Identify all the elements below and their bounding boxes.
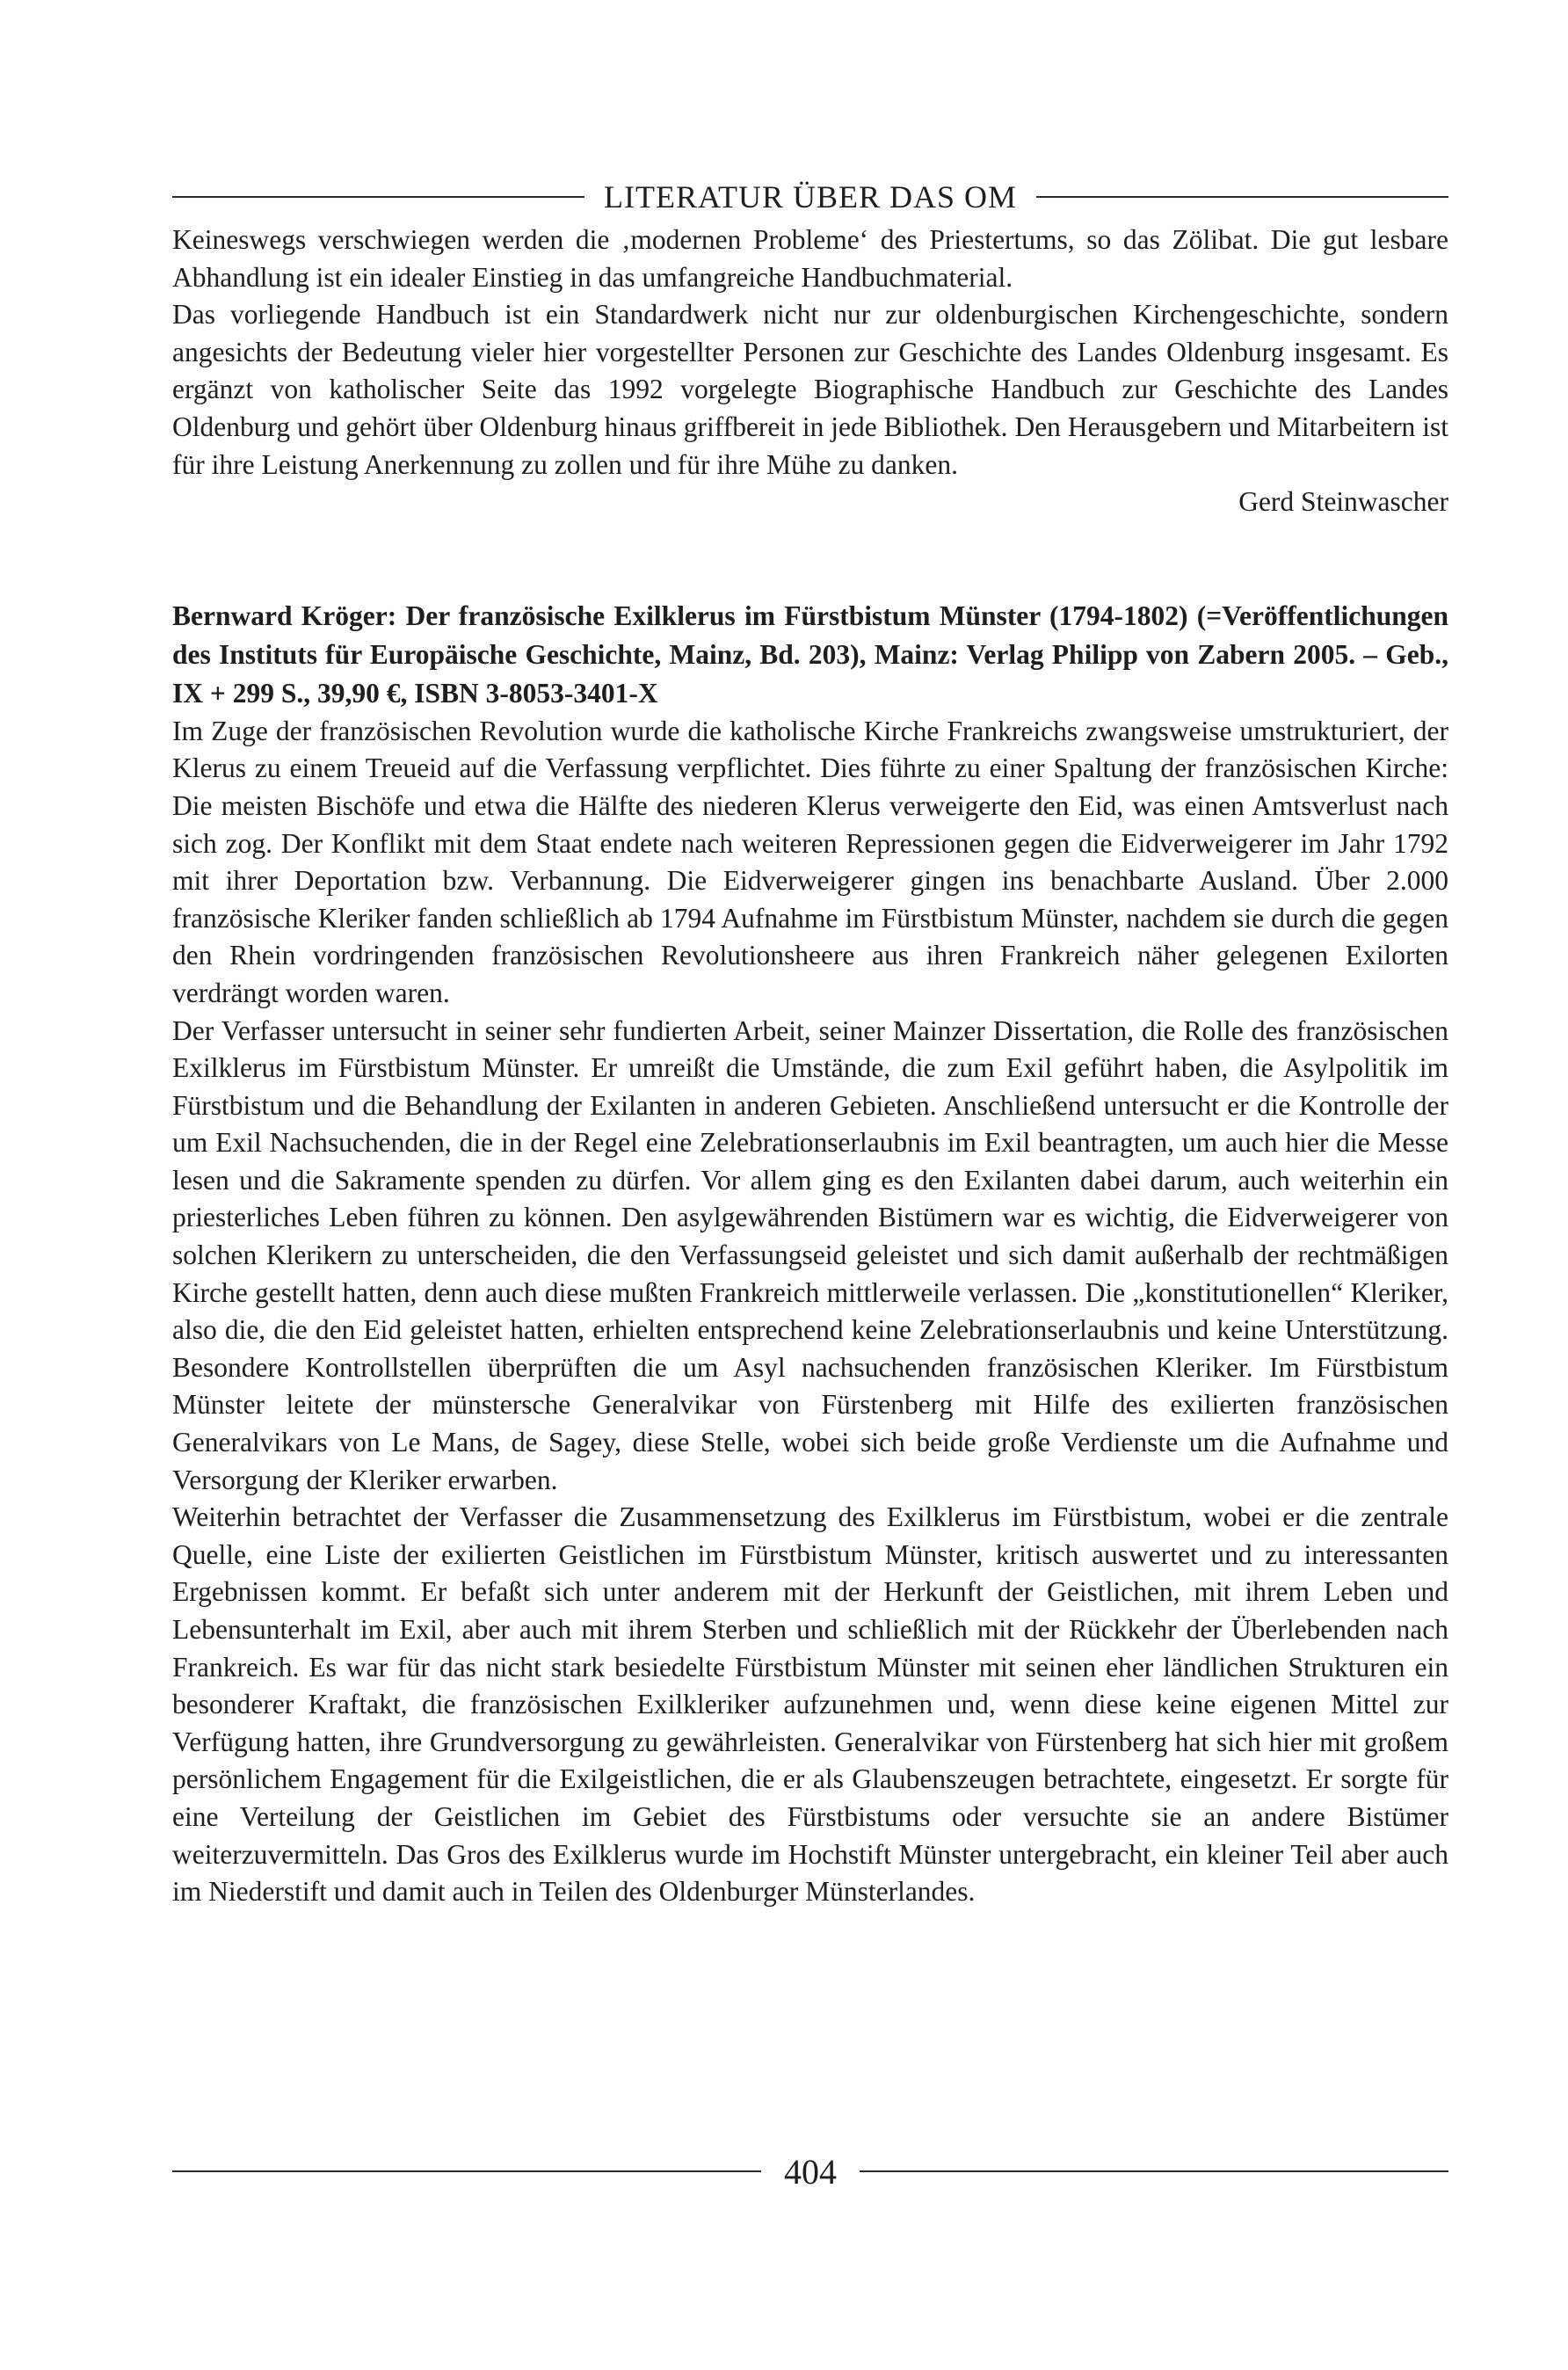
review1-paragraph: Keineswegs verschwiegen werden die ‚modernen Probleme‘ des Priestertums, so das Zölibat. Die gut lesbare Abhandlung ist ein idealer Einstieg in das umfangreiche Handbuchmaterial.	[172, 224, 1448, 293]
header-rule-right	[1036, 196, 1448, 198]
review2-heading: Bernward Kröger: Der französische Exilklerus im Fürstbistum Münster (1794-1802) (=Veröffentlichungen des Instituts für Europäische Geschichte, Mainz, Bd. 203), Mainz: Verlag Philipp von Zabern 2005. – Geb., IX + 299 S., 39,90 €, ISBN 3-8053-3401-X	[172, 600, 1448, 709]
review1-paragraph: Das vorliegende Handbuch ist ein Standardwerk nicht nur zur oldenburgischen Kirchengeschichte, sondern angesichts der Bedeutung vieler hier vorgestellter Personen zur Geschichte des Landes Oldenburg insgesamt. Es ergänzt von katholischer Seite das 1992 vorgelegte Biographische Handbuch zur Geschichte des Landes Oldenburg und gehört über Oldenburg hinaus griffbereit in jede Bibliothek. Den Herausgebern und Mitarbeitern ist für ihre Leistung Anerkennung zu zollen und für ihre Mühe zu danken.	[172, 299, 1448, 480]
header-rule-left	[172, 196, 584, 198]
running-header	[172, 172, 1448, 222]
page-body	[172, 172, 1448, 1911]
page-number: 404	[784, 2151, 837, 2192]
footer-rule-right	[860, 2170, 1448, 2172]
review2-paragraph: Der Verfasser untersucht in seiner sehr fundierten Arbeit, seiner Mainzer Dissertation, die Rolle des französischen Exilklerus im Fürstbistum Münster. Er umreißt die Umstände, die zum Exil geführt haben, die Asylpolitik im Fürstbistum und die Behandlung der Exilanten in anderen Gebieten. Anschließend untersucht er die Kontrolle der um Exil Nachsuchenden, die in der Regel eine Zelebrationserlaubnis im Exil beantragten, um auch hier die Messe lesen und die Sakramente spenden zu dürfen. Vor allem ging es den Exilanten dabei darum, auch weiterhin ein priesterliches Leben führen zu können. Den asylgewährenden Bistümern war es wichtig, die Eidverweigerer von solchen Klerikern zu unterscheiden, die den Verfassungseid geleistet und sich damit außerhalb der rechtmäßigen Kirche gestellt hatten, denn auch diese mußten Frankreich mittlerweile verlassen. Die „konstitutionellen“ Kleriker, also die, die den Eid geleistet hatten, erhielten entsprechend keine Zelebrationserlaubnis und keine Unterstützung. Besondere Kontrollstellen überprüften die um Asyl nachsuchenden französischen Kleriker. Im Fürstbistum Münster leitete der münstersche Generalvikar von Fürstenberg mit Hilfe des exilierten französischen Generalvikars von Le Mans, de Sagey, diese Stelle, wobei sich beide große Verdienste um die Aufnahme und Versorgung der Kleriker erwarben.	[172, 1014, 1448, 1495]
page-footer	[172, 2145, 1448, 2198]
running-title: LITERATUR ÜBER DAS OM	[604, 179, 1018, 214]
review1-signature: Gerd Steinwascher	[1238, 486, 1448, 518]
review2-paragraph: Im Zuge der französischen Revolution wurde die katholische Kirche Frankreichs zwangsweise umstrukturiert, der Klerus zu einem Treueid auf die Verfassung verpflichtet. Dies führte zu einer Spaltung der französischen Kirche: Die meisten Bischöfe und etwa die Hälfte des niederen Klerus verweigerte den Eid, was einen Amtsverlust nach sich zog. Der Konflikt mit dem Staat endete nach weiteren Repressionen gegen die Eidverweigerer im Jahr 1792 mit ihrer Deportation bzw. Verbannung. Die Eidverweigerer gingen ins benachbarte Ausland. Über 2.000 französische Kleriker fanden schließlich ab 1794 Aufnahme im Fürstbistum Münster, nachdem sie durch die gegen den Rhein vordringenden französischen Revolutionsheere aus ihren Frankreich näher gelegenen Exilorten verdrängt worden waren.	[172, 715, 1448, 1008]
footer-rule-left	[172, 2170, 761, 2172]
review2-paragraph: Weiterhin betrachtet der Verfasser die Zusammensetzung des Exilklerus im Fürstbistum, wobei er die zentrale Quelle, eine Liste der exilierten Geistlichen im Fürstbistum Münster, kritisch auswertet und zu interessanten Ergebnissen kommt. Er befaßt sich unter anderem mit der Herkunft der Geistlichen, mit ihrem Leben und Lebensunterhalt im Exil, aber auch mit ihrem Sterben und schließlich mit der Rückkehr der Überlebenden nach Frankreich. Es war für das nicht stark besiedelte Fürstbistum Münster mit seinen eher ländlichen Strukturen ein besonderer Kraftakt, die französischen Exilkleriker aufzunehmen und, wenn diese keine eigenen Mittel zur Verfügung hatten, ihre Grundversorgung zu gewährleisten. Generalvikar von Fürstenberg hat sich hier mit großem persönlichem Engagement für die Exilgeistlichen, die er als Glaubenszeugen betrachtete, eingesetzt. Er sorgte für eine Verteilung der Geistlichen im Gebiet des Fürstbistums oder versuchte sie an andere Bistümer weiterzuvermitteln. Das Gros des Exilklerus wurde im Hochstift Münster untergebracht, ein kleiner Teil aber auch im Niederstift und damit auch in Teilen des Oldenburger Münsterlandes.	[172, 1501, 1448, 1908]
section-spacer	[172, 521, 1448, 597]
